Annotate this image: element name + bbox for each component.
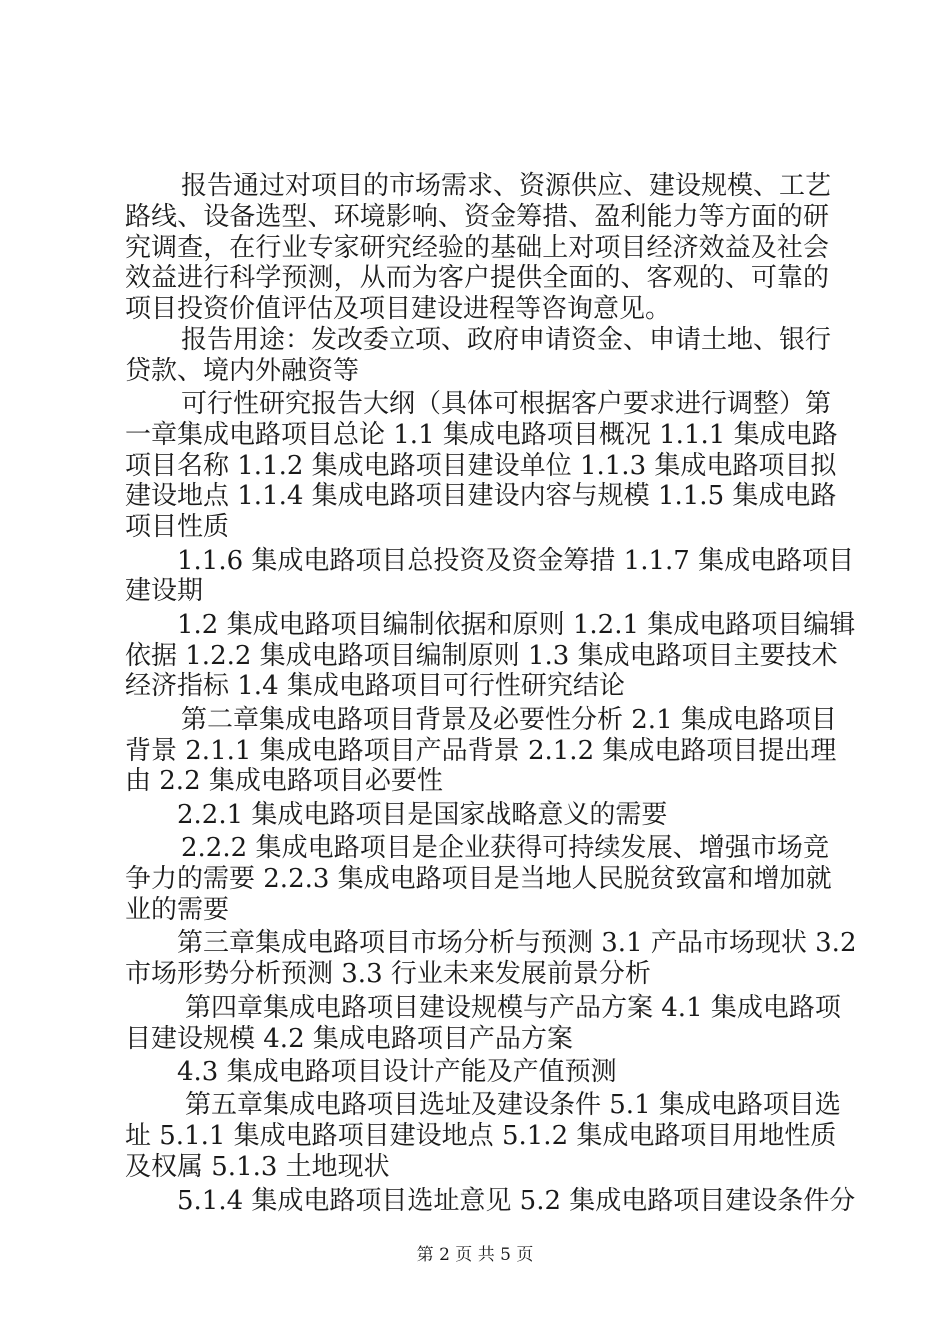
text-line: 经济指标 1.4 集成电路项目可行性研究结论 bbox=[125, 671, 625, 701]
text-line: 建设期 bbox=[125, 576, 204, 606]
text-line: 建设地点 1.1.4 集成电路项目建设内容与规模 1.1.5 集成电路 bbox=[125, 481, 837, 511]
text-line: 市场形势分析预测 3.3 行业未来发展前景分析 bbox=[125, 959, 651, 989]
text-line: 一章集成电路项目总论 1.1 集成电路项目概况 1.1.1 集成电路 bbox=[125, 420, 838, 450]
text-line: 5.1.4 集成电路项目选址意见 5.2 集成电路项目建设条件分 bbox=[177, 1186, 856, 1216]
text-line: 及权属 5.1.3 土地现状 bbox=[125, 1152, 390, 1182]
text-line: 背景 2.1.1 集成电路项目产品背景 2.1.2 集成电路项目提出理 bbox=[125, 736, 837, 766]
text-line: 依据 1.2.2 集成电路项目编制原则 1.3 集成电路项目主要技术 bbox=[125, 641, 838, 671]
text-line: 1.2 集成电路项目编制依据和原则 1.2.1 集成电路项目编辑 bbox=[177, 610, 856, 640]
text-line: 第二章集成电路项目背景及必要性分析 2.1 集成电路项目 bbox=[181, 705, 837, 735]
text-line: 2.2.1 集成电路项目是国家战略意义的需要 bbox=[177, 800, 668, 830]
text-line: 项目投资价值评估及项目建设进程等咨询意见。 bbox=[125, 294, 672, 324]
text-line: 2.2.2 集成电路项目是企业获得可持续发展、增强市场竞 bbox=[181, 833, 829, 863]
text-line: 报告通过对项目的市场需求、资源供应、建设规模、工艺 bbox=[181, 171, 832, 201]
text-line: 项目性质 bbox=[125, 512, 230, 542]
text-line: 4.3 集成电路项目设计产能及产值预测 bbox=[177, 1057, 617, 1087]
text-line: 由 2.2 集成电路项目必要性 bbox=[125, 766, 443, 796]
text-line: 可行性研究报告大纲（具体可根据客户要求进行调整）第 bbox=[181, 389, 832, 419]
text-line: 效益进行科学预测，从而为客户提供全面的、客观的、可靠的 bbox=[125, 263, 829, 293]
text-line: 址 5.1.1 集成电路项目建设地点 5.1.2 集成电路项目用地性质 bbox=[125, 1121, 837, 1151]
text-line: 目建设规模 4.2 集成电路项目产品方案 bbox=[125, 1024, 573, 1054]
text-line: 第四章集成电路项目建设规模与产品方案 4.1 集成电路项 bbox=[185, 993, 841, 1023]
text-line: 究调查，在行业专家研究经验的基础上对项目经济效益及社会 bbox=[125, 233, 829, 263]
text-line: 项目名称 1.1.2 集成电路项目建设单位 1.1.3 集成电路项目拟 bbox=[125, 451, 837, 481]
text-line: 1.1.6 集成电路项目总投资及资金筹措 1.1.7 集成电路项目 bbox=[177, 546, 855, 576]
text-line: 业的需要 bbox=[125, 895, 230, 925]
text-line: 争力的需要 2.2.3 集成电路项目是当地人民脱贫致富和增加就 bbox=[125, 864, 832, 894]
text-line: 报告用途：发改委立项、政府申请资金、申请土地、银行 bbox=[181, 325, 832, 355]
page-number-footer: 第 2 页 共 5 页 bbox=[416, 1245, 534, 1265]
text-line: 路线、设备选型、环境影响、资金筹措、盈利能力等方面的研 bbox=[125, 202, 829, 232]
text-line: 第三章集成电路项目市场分析与预测 3.1 产品市场现状 3.2 bbox=[177, 928, 857, 958]
text-line: 第五章集成电路项目选址及建设条件 5.1 集成电路项目选 bbox=[185, 1090, 841, 1120]
text-line: 贷款、境内外融资等 bbox=[125, 356, 360, 386]
